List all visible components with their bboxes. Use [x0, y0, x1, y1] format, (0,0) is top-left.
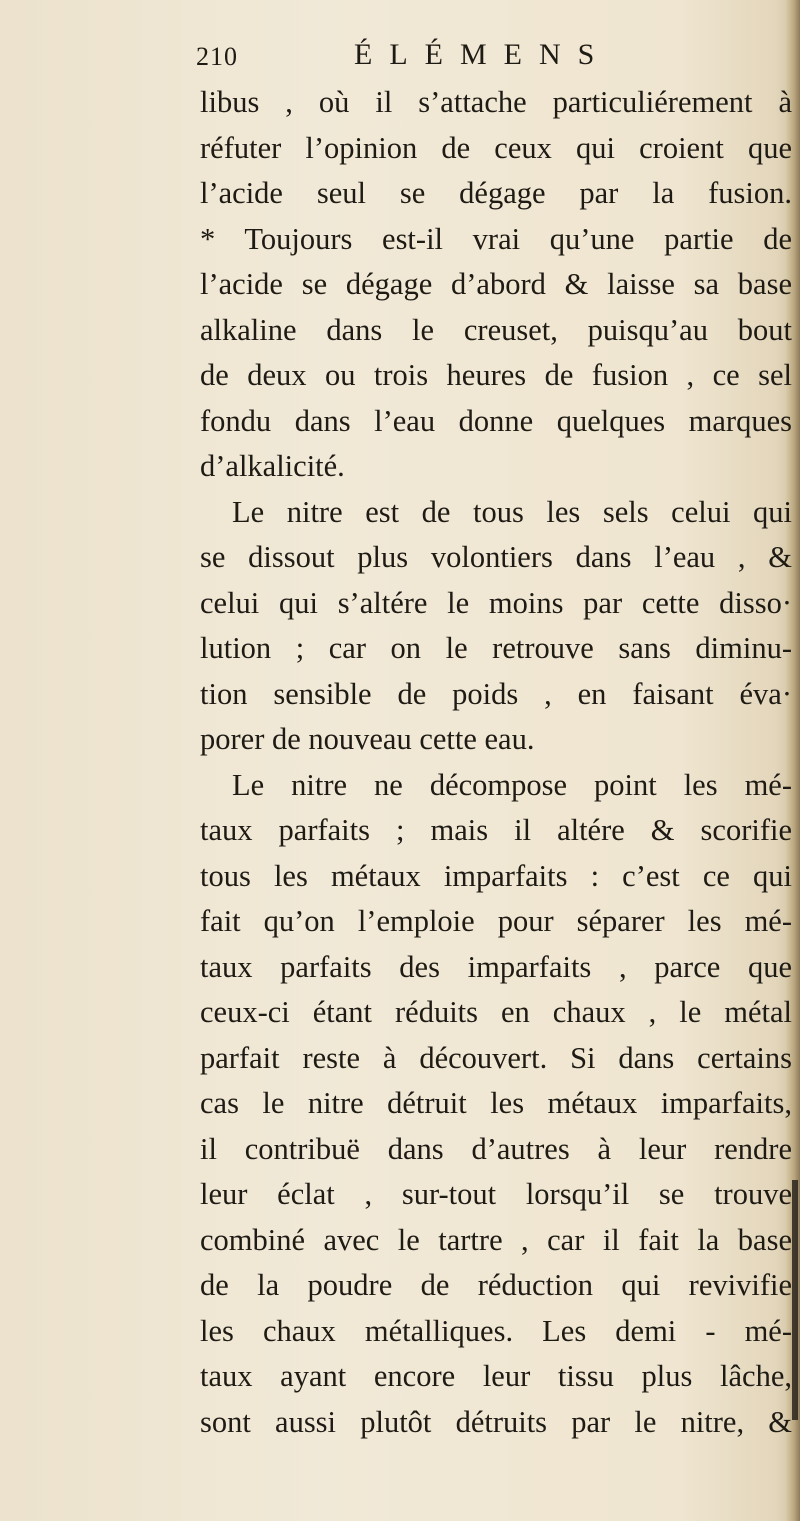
text-line: libus , où il s’attache particuliérement à: [200, 85, 792, 119]
text-line: Le nitre est de tous les sels celui qui: [232, 494, 792, 529]
text-line: de la poudre de réduction qui revivifie: [200, 1268, 792, 1302]
text-line: Le nitre ne décompose point les mé-: [232, 767, 792, 802]
text-line: ceux-ci étant réduits en chaux , le métal: [200, 995, 792, 1029]
text-line: de deux ou trois heures de fusion , ce sel: [200, 358, 792, 392]
text-line: parfait reste à découvert. Si dans certains: [200, 1040, 792, 1075]
text-line: les chaux métalliques. Les demi - mé-: [200, 1313, 792, 1348]
text-line: leur éclat , sur-tout lorsqu’il se trouve: [200, 1177, 792, 1211]
text-line: fait qu’on l’emploie pour séparer les mé-: [200, 904, 792, 938]
page-edge-mark: [792, 1180, 798, 1420]
text-line: fondu dans l’eau donne quelques marques: [200, 403, 792, 438]
text-line: taux ayant encore leur tissu plus lâche,: [200, 1359, 792, 1393]
text-line: taux parfaits ; mais il altére & scorifie: [200, 813, 792, 847]
text-line: l’acide seul se dégage par la fusion.: [200, 176, 792, 210]
text-line: l’acide se dégage d’abord & laisse sa base: [200, 267, 792, 301]
text-line: il contribuë dans d’autres à leur rendre: [200, 1131, 792, 1166]
text-line: d’alkalicité.: [200, 449, 345, 483]
text-line: sont aussi plutôt détruits par le nitre, &: [200, 1404, 792, 1439]
text-line: se dissout plus volontiers dans l’eau , &: [200, 540, 792, 574]
text-line: cas le nitre détruit les métaux imparfaits,: [200, 1086, 792, 1120]
text-line: réfuter l’opinion de ceux qui croient que: [200, 130, 792, 165]
text-line: taux parfaits des imparfaits , parce que: [200, 949, 792, 984]
text-line: combiné avec le tartre , car il fait la base: [200, 1222, 792, 1257]
text-line: celui qui s’altére le moins par cette disso·: [200, 585, 792, 620]
page-header: [196, 34, 636, 80]
text-line: lution ; car on le retrouve sans diminu-: [200, 631, 792, 665]
page-number: 210: [196, 42, 238, 71]
text-line: * Toujours est-il vrai qu’une partie de: [200, 221, 792, 256]
text-line: alkaline dans le creuset, puisqu’au bout: [200, 312, 792, 347]
text-line: tion sensible de poids , en faisant éva·: [200, 676, 792, 711]
text-line: tous les métaux imparfaits : c’est ce qui: [200, 858, 792, 893]
body-text: [200, 80, 792, 1445]
text-line: porer de nouveau cette eau.: [200, 722, 535, 756]
running-title: ÉLÉMENS: [354, 38, 612, 71]
